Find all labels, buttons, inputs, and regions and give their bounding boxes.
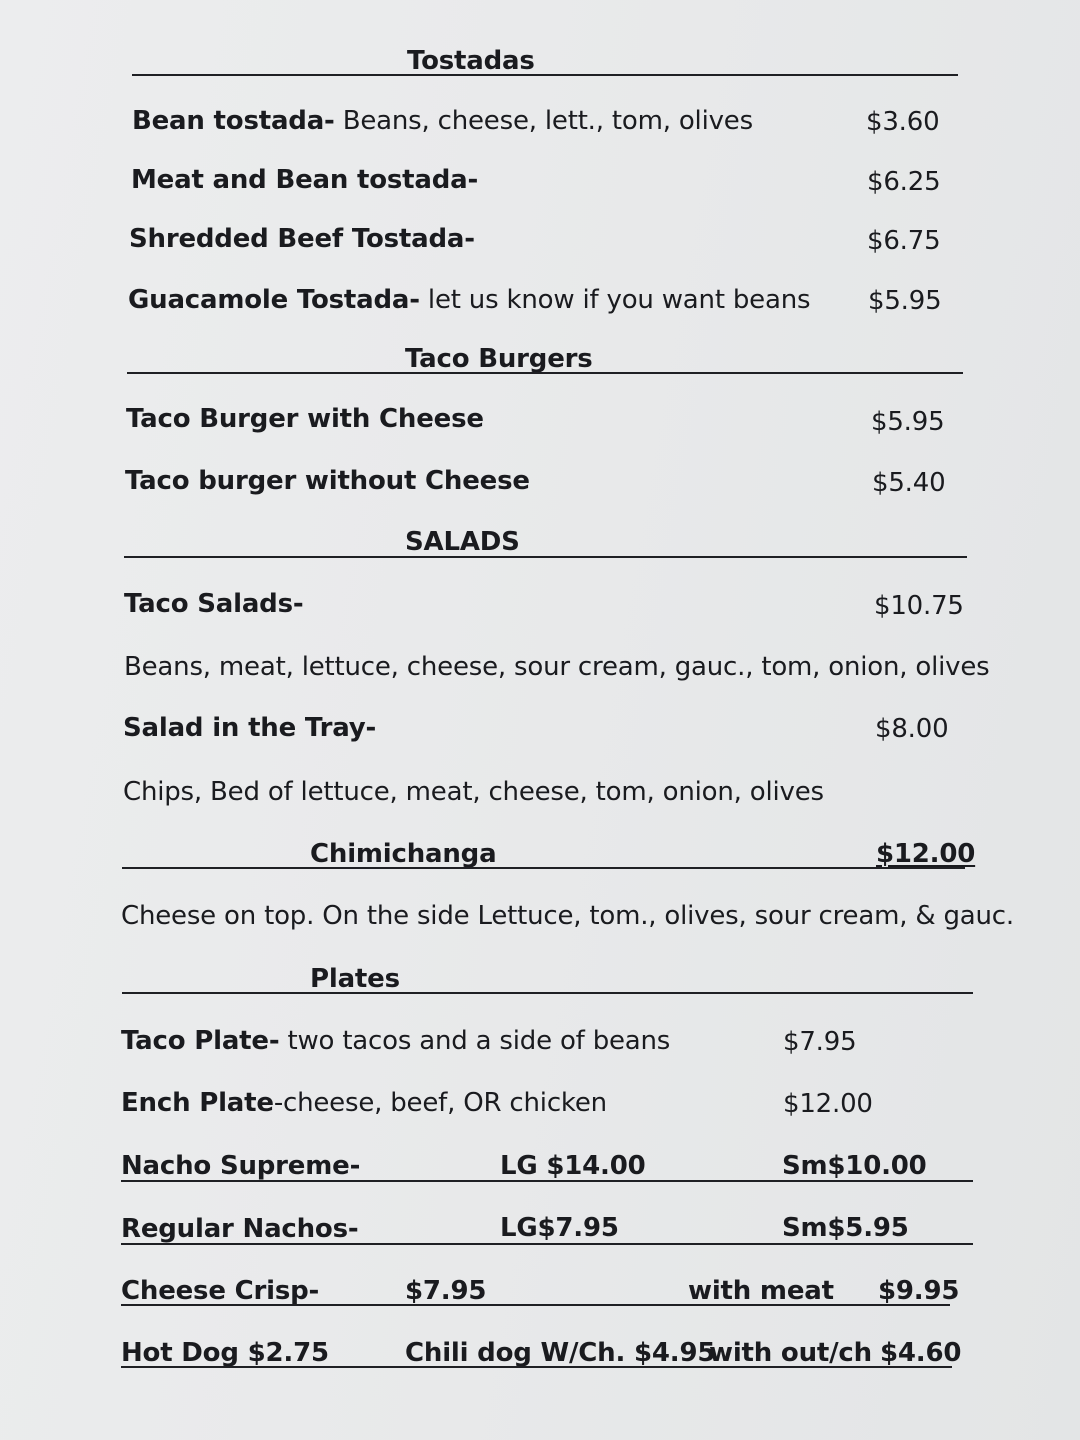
- item-price-large: LG$7.95: [500, 1213, 619, 1243]
- chimichanga-price: $12.00: [876, 839, 976, 869]
- item-price-small: Sm$10.00: [782, 1151, 927, 1181]
- section-rule: [122, 992, 973, 994]
- menu-item: [121, 1025, 670, 1057]
- item-name: Nacho Supreme-: [121, 1151, 361, 1181]
- item-name: Taco Salads-: [124, 589, 304, 619]
- item-price: $5.95: [868, 286, 942, 316]
- item-price: $12.00: [783, 1089, 873, 1119]
- item-name: Taco Burger with Cheese: [126, 404, 484, 434]
- menu-item: [128, 284, 810, 316]
- row-rule: [121, 1304, 950, 1306]
- item-name: Salad in the Tray-: [123, 713, 377, 743]
- item-price: $10.75: [874, 591, 964, 621]
- item-name: Taco Plate-: [121, 1026, 280, 1056]
- item-price: $7.95: [783, 1027, 857, 1057]
- item-name: Cheese Crisp-: [121, 1276, 320, 1306]
- item-price: $6.75: [867, 226, 941, 256]
- section-heading-salads: SALADS: [405, 527, 520, 557]
- item-price-large: LG $14.00: [500, 1151, 646, 1181]
- item-name: Regular Nachos-: [121, 1214, 359, 1244]
- item-description: -cheese, beef, OR chicken: [273, 1088, 607, 1118]
- section-rule: [132, 74, 958, 76]
- item-price: $7.95: [405, 1276, 487, 1306]
- item-name: Ench Plate: [121, 1088, 274, 1118]
- row-rule: [121, 1180, 973, 1182]
- item-option-label: with meat: [688, 1276, 834, 1306]
- item-name: Meat and Bean tostada-: [131, 165, 479, 195]
- item-price: $6.25: [867, 167, 941, 197]
- menu-item: [121, 1087, 607, 1119]
- item-description: let us know if you want beans: [419, 285, 811, 315]
- section-heading-plates: Plates: [310, 964, 400, 994]
- item-name: Bean tostada-: [132, 106, 335, 136]
- item-option-price: $4.60: [880, 1338, 962, 1368]
- item-price: $3.60: [866, 107, 940, 137]
- section-rule: [124, 556, 967, 558]
- section-heading-chimichanga: Chimichanga: [310, 839, 497, 869]
- item-price: $5.95: [871, 407, 945, 437]
- item-description: two tacos and a side of beans: [279, 1026, 671, 1056]
- row-rule: [121, 1243, 973, 1245]
- item-price-small: Sm$5.95: [782, 1213, 909, 1243]
- item-name: Guacamole Tostada-: [128, 285, 420, 315]
- section-rule: [127, 372, 963, 374]
- item-option-label: with out/ch: [709, 1338, 872, 1368]
- item-description: Beans, meat, lettuce, cheese, sour cream, gauc., tom, onion, olives: [124, 652, 990, 682]
- item-price: $5.40: [872, 468, 946, 498]
- item-description: Cheese on top. On the side Lettuce, tom., olives, sour cream, & gauc.: [121, 901, 1014, 931]
- section-heading-tostadas: Tostadas: [407, 46, 535, 76]
- item-option-price: $9.95: [878, 1276, 960, 1306]
- row-rule: [121, 1366, 952, 1368]
- item-description: Chips, Bed of lettuce, meat, cheese, tom, onion, olives: [123, 777, 824, 807]
- item-name: Chili dog W/Ch. $4.95: [405, 1338, 716, 1368]
- section-heading-taco-burgers: Taco Burgers: [405, 344, 593, 374]
- item-description: Beans, cheese, lett., tom, olives: [334, 106, 753, 136]
- item-price: $8.00: [875, 714, 949, 744]
- menu-item: [132, 105, 753, 137]
- item-name: Hot Dog $2.75: [121, 1338, 329, 1368]
- item-name: Shredded Beef Tostada-: [129, 224, 475, 254]
- item-name: Taco burger without Cheese: [125, 466, 530, 496]
- section-rule: [122, 867, 965, 869]
